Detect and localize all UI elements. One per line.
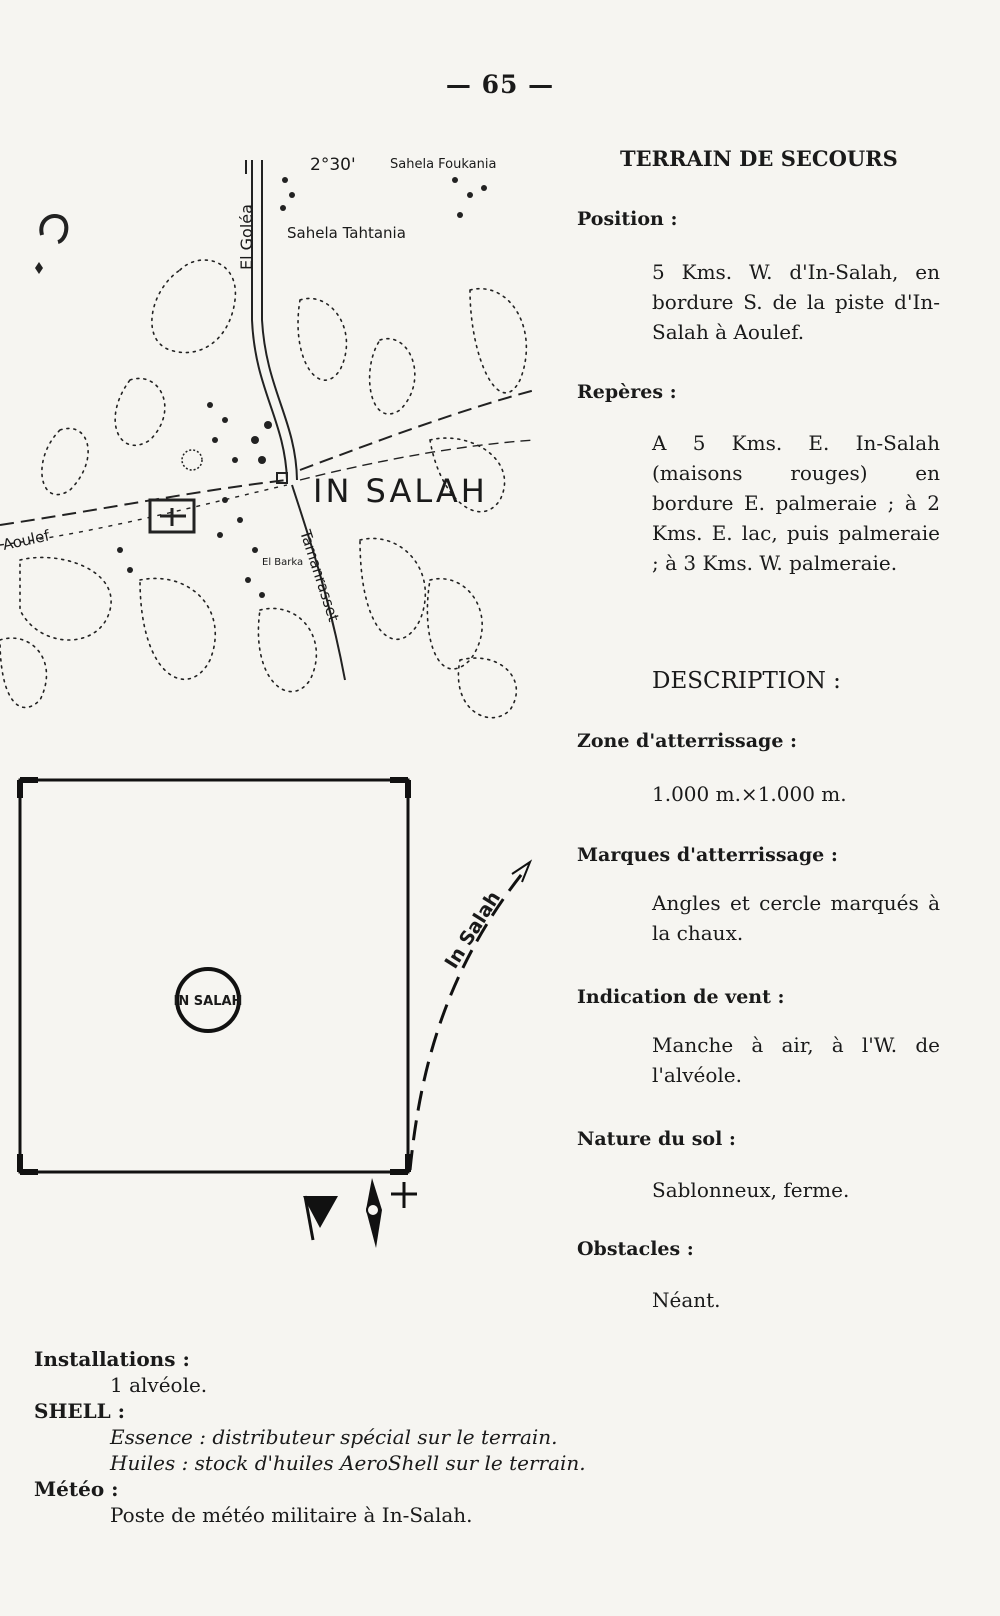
map-label-tamanrasset: Tamanrasset (296, 527, 343, 624)
section-title: TERRAIN DE SECOURS (620, 146, 898, 171)
map-label-sahela-tahtania: Sahela Tahtania (287, 224, 406, 242)
essence-label: Essence : (110, 1425, 206, 1449)
vent-label: Indication de vent : (577, 986, 785, 1008)
marques-label: Marques d'atterrissage : (577, 844, 838, 866)
position-text: 5 Kms. W. d'In-Salah, en bordure S. de la piste d'In-Salah à Aoulef. (652, 260, 940, 344)
zone-text: 1.000 m.×1.000 m. (652, 782, 847, 806)
circle-label: IN SALAH (173, 994, 243, 1009)
installations-label: Installations : (34, 1347, 190, 1371)
map-label-in-salah: IN SALAH (313, 472, 488, 510)
huiles-line (34, 1450, 934, 1476)
sol-label: Nature du sol : (577, 1128, 736, 1150)
reperes-text: A 5 Kms. E. In-Salah (maisons rouges) en bordure E. palmeraie ; à 2 Kms. E. lac, puis palmeraie ; à 3 Kms. W. palmeraie. (652, 431, 940, 575)
location-map (0, 140, 560, 720)
bottom-info (34, 1346, 934, 1528)
meteo-text: Poste de météo militaire à In-Salah. (110, 1503, 473, 1527)
installations-text: 1 alvéole. (110, 1373, 208, 1397)
vent-text: Manche à air, à l'W. de l'alvéole. (652, 1033, 940, 1087)
sol-text: Sablonneux, ferme. (652, 1178, 850, 1202)
map-label-el-barka: El Barka (262, 557, 304, 568)
obstacles-label: Obstacles : (577, 1238, 694, 1260)
map-label-el-golea: El Goléa (237, 204, 256, 270)
huiles-label: Huiles : (110, 1451, 189, 1475)
marques-text: Angles et cercle marqués à la chaux. (652, 891, 940, 945)
zone-label: Zone d'atterrissage : (577, 730, 798, 752)
obstacles-text: Néant. (652, 1288, 721, 1312)
essence-text: distributeur spécial sur le terrain. (212, 1425, 558, 1449)
description-title: DESCRIPTION : (652, 668, 841, 694)
meteo-label: Météo : (34, 1477, 119, 1501)
direction-label: In Salah (440, 887, 506, 973)
essence-line (34, 1424, 934, 1450)
page-number: — 65 — (445, 70, 555, 99)
reperes-label: Repères : (577, 381, 677, 403)
landing-field-diagram (0, 770, 560, 1290)
map-coordinate-label: 2°30' (310, 155, 356, 175)
map-label-sahela-foukania: Sahela Foukania (390, 157, 497, 172)
position-label: Position : (577, 208, 678, 230)
huiles-text: stock d'huiles AeroShell sur le terrain. (194, 1451, 586, 1475)
shell-label: SHELL : (34, 1399, 126, 1423)
map-label-aoulef: Aoulef (1, 526, 52, 554)
